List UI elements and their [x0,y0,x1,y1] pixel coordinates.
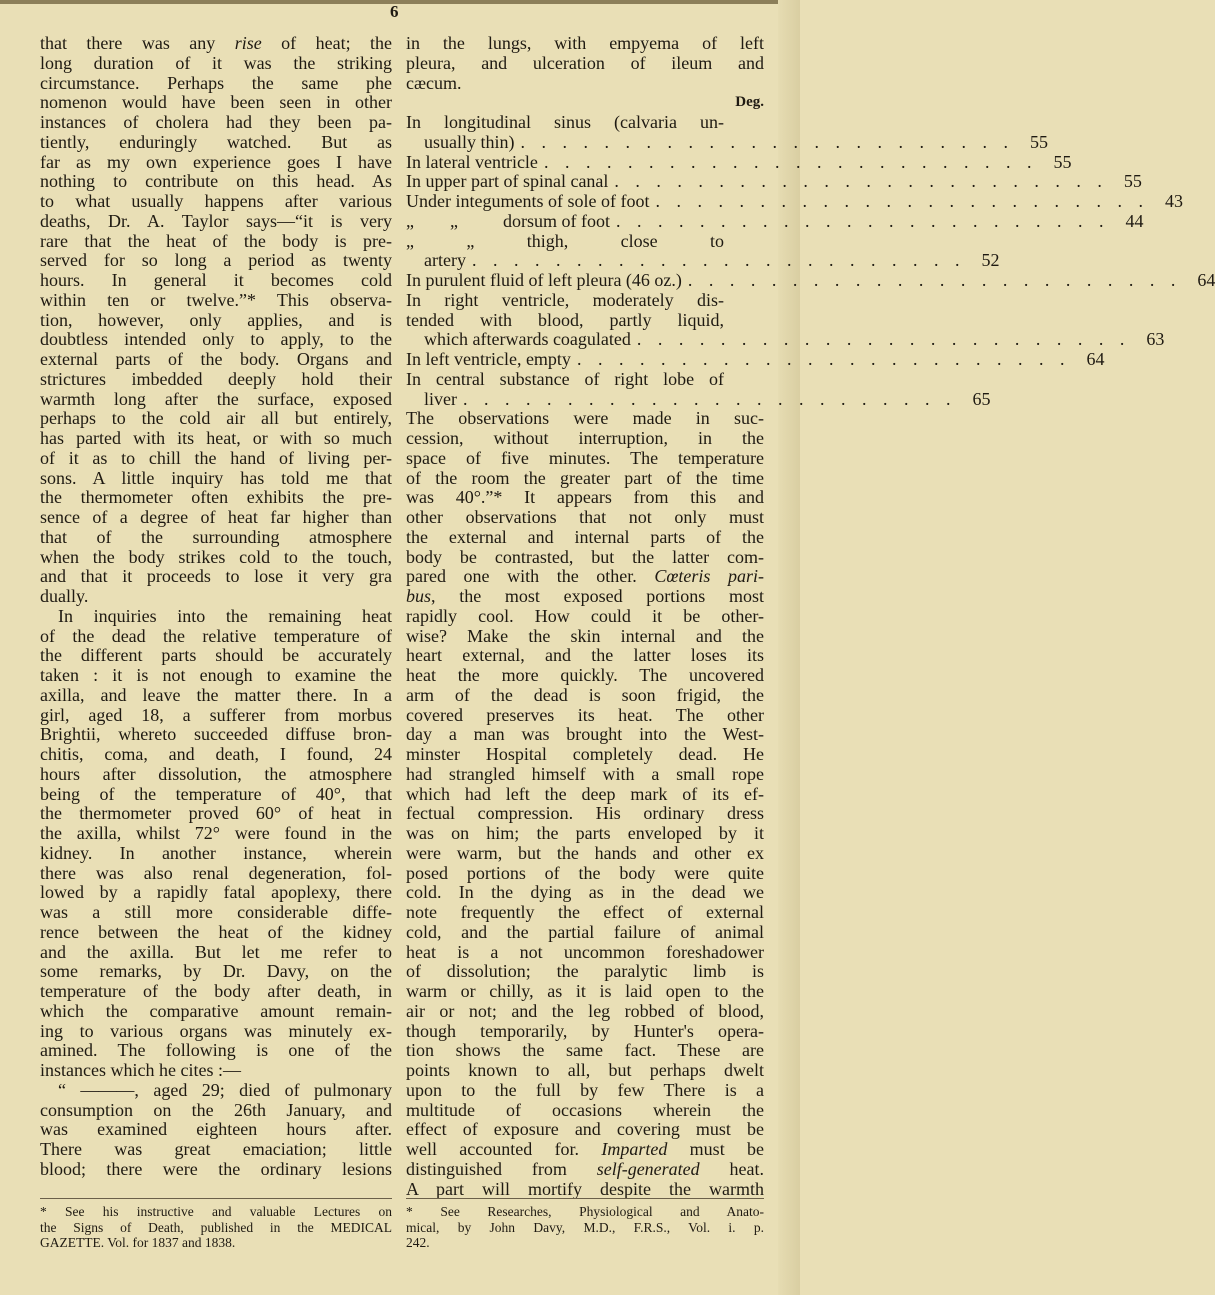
text-line: wise? Make the skin internal and the [406,625,764,646]
text-line: sence of a degree of heat far higher than [40,507,392,527]
table-row-label: In left ventricle, empty [406,349,571,369]
text-line: temperature of the body after death, in [40,981,392,1001]
footnote-line: GAZETTE. Vol. for 1837 and 1838. [40,1235,236,1250]
text-line: were warm, but the hands and other ex [406,842,764,863]
footnote-line: the Signs of Death, published in the MEDICAL [40,1219,392,1235]
text-line: ing to various organs was minutely ex- [40,1020,392,1041]
text-line: heart external, and the latter loses its [406,645,764,666]
text-line: space of five minutes. The temperature [406,447,764,468]
dot-leader: . . . . . . . . . . . . . . . . . . . . . . . . [614,171,1108,192]
text-line: that there was any rise of heat; the [40,33,393,53]
table-row [406,191,1183,212]
table-row-label: „ „ dorsum of foot [406,210,610,231]
footnote-rule-right [406,1198,764,1199]
text-line: pleura, and ulceration of ileum and [406,52,764,73]
table-row-label: artery [424,250,466,271]
table-row-value: 55 [1053,151,1072,172]
text-line: the thermometer often exhibits the pre- [40,487,392,508]
text-line: strictures imbedded deeply hold their [40,368,392,389]
text-line: air or not; and the leg robbed of blood, [406,1000,764,1021]
table-row-value: 64 [1086,349,1105,369]
text-line: blood; there were the ordinary lesions [40,1158,392,1179]
dot-leader: . . . . . . . . . . . . . . . . . . . . . . . . [655,191,1149,211]
table-row [406,210,1144,232]
text-line: note frequently the effect of external [406,902,764,922]
table-row-label: Under integuments of sole of foot [406,191,650,211]
dot-leader: . . . . . . . . . . . . . . . . . . . . . . . . [520,131,1014,152]
text-line: rare that the heat of the body is pre- [40,230,392,251]
table-row-label: In purulent fluid of left pleura (46 oz.) [406,270,682,290]
text-line: posed portions of the body were quite [406,862,764,883]
text-line: circumstance. Perhaps the same phe [40,72,392,93]
table-row [406,131,1048,153]
dot-leader: . . . . . . . . . . . . . . . . . . . . . . . . [615,210,1110,231]
text-line: far as my own experience goes I have [40,151,392,172]
footnote-right [406,1204,764,1251]
text-line: distinguished from self-generated heat. [406,1158,765,1179]
text-line: of the dead the relative temperature of [40,625,392,646]
text-line: had strangled himself with a small rope [406,763,764,784]
table-row-label: In upper part of spinal canal [406,171,609,192]
text-line: body be contrasted, but the latter com- [406,546,764,567]
text-line: multitude of occasions wherein the [406,1099,764,1120]
text-line: amined. The following is one of the [40,1040,392,1061]
text-line: warm or chilly, as it is laid open to the [406,981,764,1001]
text-line: effect of exposure and covering must be [406,1119,764,1140]
page-top-edge [0,0,800,4]
text-line: dually. [40,586,89,606]
footnote-line: * See Researches, Physiological and Anato- [406,1204,764,1219]
text-line: tion, however, only applies, and is [40,309,392,330]
dot-leader: . . . . . . . . . . . . . . . . . . . . . . . . [687,270,1182,290]
text-line: lowed by a rapidly fatal apoplexy, there [40,882,392,903]
text-line: heat is a not uncommon foreshadower [406,941,764,962]
dot-leader: . . . . . . . . . . . . . . . . . . . . . . . . [576,349,1071,369]
table-row [406,151,1072,173]
text-line: covered preserves its heat. The other [406,704,764,725]
table-row [406,349,1105,370]
text-line: “ ———, aged 29; died of pulmonary [58,1079,392,1100]
text-line: girl, aged 18, a sufferer from morbus [40,704,392,725]
text-line: was on him; the parts enveloped by it [406,823,764,843]
text-line: deaths, Dr. A. Taylor says—“it is very [40,210,392,231]
italic-text: bus [406,586,432,606]
text-line: points known to all, but perhaps dwelt [406,1060,764,1080]
text-line: though temporarily, by Hunter's opera- [406,1020,764,1041]
text-line: served for so long a period as twenty [40,250,392,271]
text-line: when the body strikes cold to the touch, [40,546,392,567]
text-line: rapidly cool. How could it be other- [406,605,764,626]
text-line: of dissolution; the paralytic limb is [406,961,764,982]
temperature-table [406,112,1215,409]
text-line: instances which he cites :— [40,1060,241,1080]
text-line: which the comparative amount remain- [40,1000,392,1021]
text-line: has parted with its heat, or with so much [40,428,392,448]
text-line: A part will mortify despite the warmth [406,1178,764,1199]
text-line: other observations that not only must [406,507,764,527]
italic-text: rise [234,33,262,53]
text-line: there was also renal degeneration, fol- [40,862,392,883]
text-line: upon to the full by few There is a [406,1079,764,1100]
text-line: axilla, and leave the matter there. In a [40,684,392,705]
text-line: which had left the deep mark of its ef- [406,783,764,804]
table-row-value: 55 [1123,171,1142,192]
text-line: Brightii, whereto succeeded diffuse bron- [40,724,392,745]
text-line: warmth long after the surface, exposed [40,388,392,409]
text-line: hours. In general it becomes cold [40,270,392,290]
table-row [406,171,1142,192]
text-line: external parts of the body. Organs and [40,349,392,369]
text-line: was 40°.”* It appears from this and [406,487,764,508]
footnote-line: 242. [406,1235,430,1250]
text-line: was examined eighteen hours after. [40,1119,392,1140]
text-line: The observations were made in suc- [406,408,764,429]
italic-text: Cœteris pari- [654,566,764,587]
text-line: and that it proceeds to lose it very gra [40,566,392,587]
text-line: kidney. In another instance, wherein [40,842,392,863]
table-row-value: 63 [1146,329,1165,350]
text-line: cold. In the dying as in the dead we [406,882,764,903]
table-row-label-line: In longitudinal sinus (calvaria un- [406,112,724,132]
text-line: sons. A little inquiry has told me that [40,467,392,488]
table-row-value: 52 [981,250,1000,271]
text-line: heat the more quickly. The uncovered [406,665,764,685]
table-row [406,329,1165,350]
text-line: well accounted for. Imparted must be [406,1139,764,1159]
text-line: cold, and the partial failure of animal [406,921,764,942]
text-line: perhaps to the cold air all but entirely, [40,408,392,429]
text-line: being of the temperature of 40°, that [40,783,392,804]
text-line: instances of cholera had they been pa- [40,112,392,132]
table-row-label-line: In right ventricle, moderately dis- [406,289,724,310]
text-line: the different parts should be accurately [40,645,392,666]
text-line: nothing to contribute on this head. As [40,171,392,192]
right-column [406,33,1215,1199]
text-line: that of the surrounding atmosphere [40,526,392,547]
text-line: nomenon would have been seen in other [40,92,392,113]
table-row-label: In lateral ventricle [406,151,538,172]
table-row-value: 55 [1030,131,1048,152]
body-text [406,409,764,1199]
text-line: was a still more considerable diffe- [40,902,392,922]
text-line: some remarks, by Dr. Davy, on the [40,961,392,982]
text-line: the axilla, whilst 72° were found in the [40,823,392,843]
table-header-degrees: Deg. [735,94,764,111]
intro-paragraph [406,34,764,93]
text-line: tion shows the same fact. These are [406,1040,764,1061]
footnote-line: * See his instructive and valuable Lectures on [40,1204,392,1219]
text-line: arm of the dead is soon frigid, the [406,684,764,705]
dot-leader: . . . . . . . . . . . . . . . . . . . . . . . . [463,388,957,409]
text-line: within ten or twelve.”* This observa- [40,289,392,310]
left-column [40,34,392,1180]
text-line: minster Hospital completely dead. He [406,744,764,764]
text-line: of it as to chill the hand of living per- [40,447,392,468]
text-line: of the room the greater part of the time [406,467,764,488]
table-row-label: usually thin) [424,131,515,152]
table-row-value: 65 [972,388,991,409]
footnote-left [40,1204,392,1251]
text-line: in the lungs, with empyema of left [406,33,764,53]
text-line: to what usually happens after various [40,191,392,211]
table-row-label-line: „ „ thigh, close to [406,230,724,251]
text-line: the external and internal parts of the [406,526,764,547]
text-line: and the axilla. But let me refer to [40,941,392,962]
text-line: cæcum. [406,72,462,93]
footnote-line: mical, by John Davy, M.D., F.R.S., Vol. i. p. [406,1219,764,1235]
text-line: hours after dissolution, the atmosphere [40,763,392,784]
table-row-label: liver [424,388,457,409]
text-line: In inquiries into the remaining heat [58,605,392,626]
page-number: 6 [390,2,399,21]
table-row-value: 64 [1197,270,1215,290]
dot-leader: . . . . . . . . . . . . . . . . . . . . . . . . [636,329,1131,350]
table-row [406,250,1000,271]
dot-leader: . . . . . . . . . . . . . . . . . . . . . . . . [471,250,966,271]
table-row-label: which afterwards coagulated [424,329,631,350]
dot-leader: . . . . . . . . . . . . . . . . . . . . . . . . [543,151,1038,172]
table-row-label-line: tended with blood, partly liquid, [406,309,724,330]
text-line: rence between the heat of the kidney [40,921,392,942]
table-row [406,270,1215,291]
text-line: There was great emaciation; little [40,1139,392,1159]
text-line: taken : it is not enough to examine the [40,665,392,685]
italic-text: self-generated [596,1158,700,1179]
text-line: chitis, coma, and death, I found, 24 [40,744,392,764]
table-row-value: 44 [1125,210,1144,231]
text-line: day a man was brought into the West- [406,724,764,745]
table-row-label-line: In central substance of right lobe of [406,368,724,389]
text-line: pared one with the other. Cœteris pari- [406,566,764,587]
text-line: the thermometer proved 60° of heat in [40,803,392,824]
footnote-rule-left [40,1198,392,1199]
text-line: long duration of it was the striking [40,52,392,73]
text-line: tiently, enduringly watched. But as [40,131,392,152]
text-line: bus, the most exposed portions most [406,586,764,606]
text-line: fectual compression. His ordinary dress [406,803,764,824]
table-row-value: 43 [1164,191,1183,211]
text-line: doubtless intended only to apply, to the [40,329,392,350]
italic-text: Imparted [601,1139,668,1159]
text-line: consumption on the 26th January, and [40,1099,392,1120]
text-line: cession, without interruption, in the [406,428,764,448]
table-row [406,388,991,410]
